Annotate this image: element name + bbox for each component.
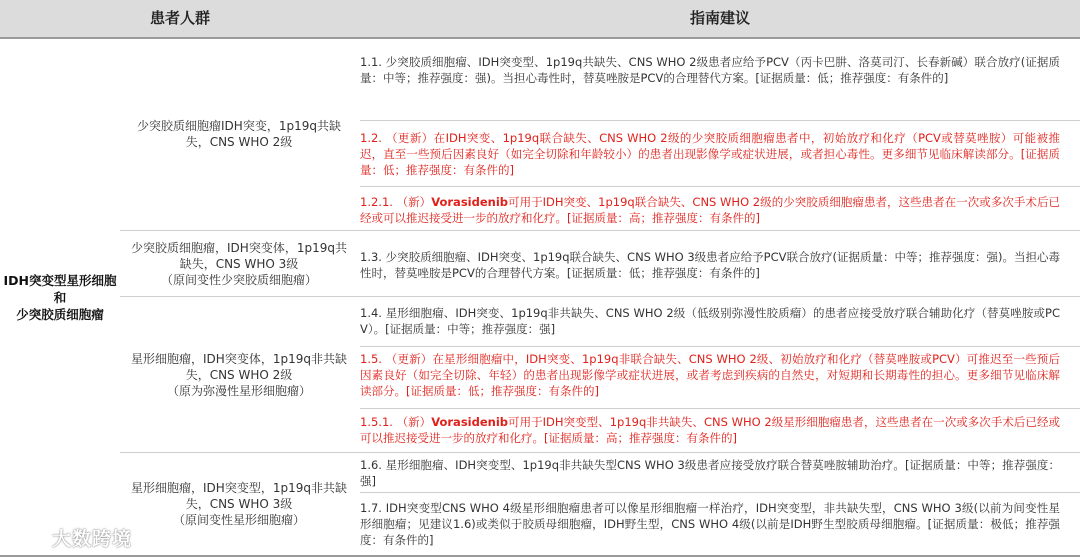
recommendation-1-6: 1.6. 星形细胞瘤、IDH突变型、1p19q非共缺失型CNS WHO 3级患者应接受放疗联合替莫唑胺辅助治疗。[证据质量：中等；推荐强度：强]: [360, 458, 1060, 488]
table-header: [0, 0, 1080, 37]
sub-row-divider: [360, 186, 1080, 187]
group-label: IDH突变型星形细胞和 少突胶质细胞瘤: [3, 272, 117, 322]
sub-row-divider: [360, 120, 1080, 121]
brand-logo-icon: [6, 524, 46, 550]
population-oligo-grade2: 少突胶质细胞瘤IDH突变，1p19q共缺失，CNS WHO 2级: [137, 119, 341, 149]
recommendation-1-2: 1.2. （更新）在IDH突变、1p19q联合缺失、CNS WHO 2级的少突胶质细胞瘤患者中，初始放疗和化疗（PCV或替莫唑胺）可能被推迟，直至一些预后因素良好（如完全切除和年龄较小）的患者出现影像学或症状进展，或者担心毒性。更多细节见临床解读部分。[证据质量：低；推荐强度：有条件的]: [360, 131, 1060, 177]
recommendation-1-3: 1.3. 少突胶质细胞瘤、IDH突变、1p19q联合缺失、CNS WHO 3级患者应给予PCV联合放疗(证据质量：中等；推荐强度：强)。当担心毒性时，替莫唑胺是PCV的合理替代方案。[证据质量：低；推荐强度：有条件的]: [360, 250, 1060, 280]
recommendation-1-4: 1.4. 星形细胞瘤、IDH突变、1p19q非共缺失、CNS WHO 2级（低级别弥漫性胶质瘤）的患者应接受放疗联合辅助化疗（替莫唑胺或PCV）。[证据质量：中等；推荐强度：强]: [360, 306, 1060, 336]
population-oligo-grade3: 少突胶质细胞瘤，IDH突变体，1p19q共缺失，CNS WHO 3级 （原间变性少突胶质细胞瘤）: [131, 240, 347, 287]
sub-row-divider: [360, 492, 1080, 493]
recommendation-1-5-1: 1.5.1. （新）Vorasidenib可用于IDH突变型、1p19q非共缺失、CNS WHO 2级星形细胞瘤患者，这些患者在一次或多次手术后已经或可以推迟接受进一步的放疗和化疗。[证据质量：高；推荐强度：有条件的]: [360, 415, 1060, 445]
header-guideline-recommendation: 指南建议: [689, 9, 750, 27]
watermark: [6, 520, 132, 554]
header-patient-population: 患者人群: [149, 9, 210, 27]
sub-row-divider: [360, 346, 1080, 347]
recommendation-1-2-1: 1.2.1. （新）Vorasidenib可用于IDH突变、1p19q联合缺失、CNS WHO 2级的少突胶质细胞瘤患者，这些患者在一次或多次手术后已经或可以推迟接受进一步的放疗和化疗。[证据质量：高；推荐强度：有条件的]: [360, 195, 1060, 225]
recommendation-1-7: 1.7. IDH突变型CNS WHO 4级星形细胞瘤患者可以像星形细胞瘤一样治疗，IDH突变型，非共缺失型，CNS WHO 3级(以前为间变性星形细胞瘤；见建议1.6)或类似于胶质母细胞瘤，IDH野生型，CNS WHO 4级(以前是IDH野生型胶质母细胞瘤。[证据质量：极低；推荐强度：有条件的]: [360, 501, 1060, 547]
watermark-text: 大数跨境: [52, 527, 133, 550]
recommendation-1-5: 1.5. （更新）在星形细胞瘤中，IDH突变、1p19q非联合缺失、CNS WHO 2级、初始放疗和化疗（替莫唑胺或PCV）可推迟至一些预后因素良好（如完全切除、年轻）的患者出现影像学或症状进展，或者考虑到疾病的自然史，对短期和长期毒性的担心。更多细节见临床解读部分。[证据质量：低；推荐强度：有条件的]: [360, 352, 1060, 398]
population-astro-grade3: 星形细胞瘤，IDH突变型，1p19q非共缺失，CNS WHO 3级 （原间变性星形细胞瘤）: [131, 481, 347, 527]
recommendation-1-1: 1.1. 少突胶质细胞瘤、IDH突变型、1p19q共缺失、CNS WHO 2级患者应给予PCV（丙卡巴肼、洛莫司汀、长春新碱）联合放疗(证据质量：中等；推荐强度：强)。当担心毒性时，替莫唑胺是PCV的合理替代方案。[证据质量：低；推荐强度：有条件的]: [360, 55, 1060, 85]
table-bottom-rule: [0, 555, 1080, 557]
population-astro-grade2: 星形细胞瘤，IDH突变体，1p19q非共缺失，CNS WHO 2级 （原为弥漫性星形细胞瘤）: [131, 351, 347, 398]
sub-row-divider: [360, 408, 1080, 409]
